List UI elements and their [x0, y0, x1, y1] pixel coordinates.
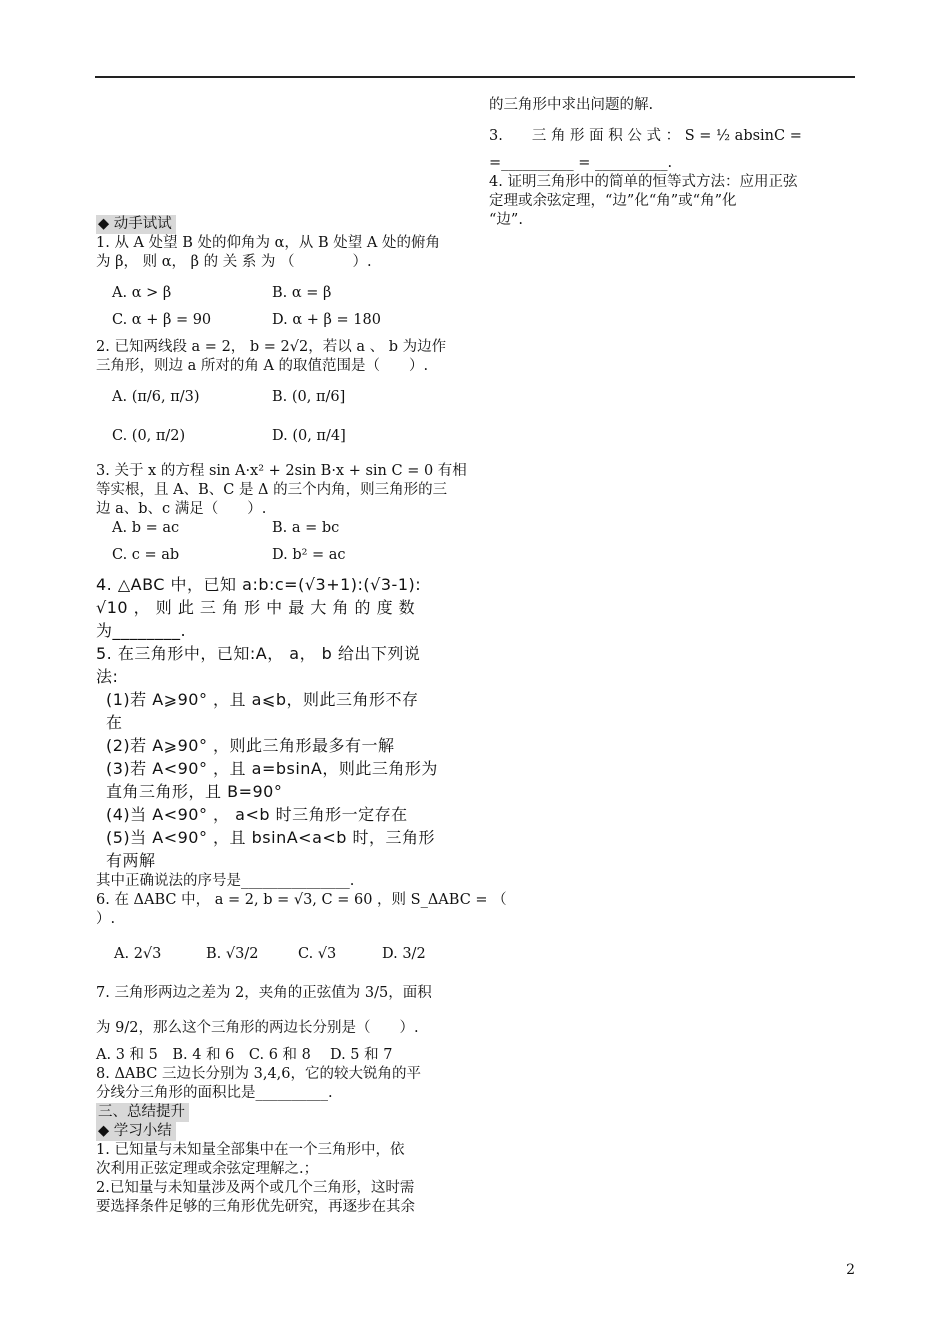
- question-6: [96, 891, 507, 964]
- section-header-try: ◆ 动手试试: [96, 215, 176, 234]
- q6-option-a: A. 2√3: [114, 946, 162, 962]
- q5-line2: 法:: [96, 667, 119, 686]
- q3-line2: 等实根，且 A、B、C 是 Δ 的三个内角，则三角形的三: [96, 482, 448, 498]
- q7-line2: 为 9/2，那么这个三角形的两边长分别是（ ）.: [96, 1020, 419, 1036]
- summary-1b: 次利用正弦定理或余弦定理解之.；: [96, 1161, 319, 1177]
- q2-line1: 2. 已知两线段 a = 2， b = 2√2，若以 a 、 b 为边作: [96, 339, 447, 355]
- q5-statement-1a: (1)若 A⩾90° ，且 a⩽b，则此三角形不存: [106, 690, 419, 709]
- q1-option-c: C. α + β = 90: [112, 312, 212, 328]
- q4-line3: 为________.: [96, 621, 187, 640]
- q5-statement-4: (4)当 A<90° ， a<b 时三角形一定存在: [106, 805, 408, 824]
- q1-option-d: D. α + β = 180: [272, 312, 381, 328]
- question-8: [96, 1065, 464, 1103]
- q6-line2: ）.: [96, 911, 116, 927]
- q5-statement-2: (2)若 A⩾90° ，则此三角形最多有一解: [106, 736, 395, 755]
- section-header-study: ◆ 学习小结: [96, 1122, 176, 1141]
- identity-method-line3: “边”.: [489, 212, 523, 228]
- question-2: [96, 338, 464, 446]
- summary-2b: 要选择条件足够的三角形优先研究，再逐步在其余: [96, 1199, 415, 1215]
- q5-statement-1b: 在: [106, 713, 123, 732]
- q5-line1: 5. 在三角形中，已知:A， a， b 给出下列说: [96, 644, 421, 663]
- q1-line1: 1. 从 A 处望 B 处的仰角为 α，从 B 处望 A 处的俯角: [96, 235, 440, 251]
- question-5: [96, 642, 464, 872]
- q8-line2: 分线分三角形的面积比是__________.: [96, 1085, 333, 1101]
- q5-statement-5b: 有两解: [106, 851, 156, 870]
- q7-options: A. 3 和 5 B. 4 和 6 C. 6 和 8 D. 5 和 7: [96, 1047, 393, 1063]
- header-rule: [95, 76, 855, 78]
- q2-option-c: C. (0, π/2): [112, 428, 186, 444]
- q3-option-a: A. b = ac: [112, 520, 180, 536]
- q8-line1: 8. ΔABC 三边长分别为 3,4,6，它的较大锐角的平: [96, 1066, 422, 1082]
- identity-method-line1: 4. 证明三角形中的简单的恒等式方法：应用正弦: [489, 174, 798, 190]
- question-3: [96, 462, 467, 565]
- question-7: [96, 984, 464, 1065]
- q2-option-b: B. (0, π/6]: [272, 389, 346, 405]
- q5-tail: 其中正确说法的序号是_______________.: [96, 873, 355, 889]
- question-4: [96, 573, 464, 642]
- q5-statement-3b: 直角三角形，且 B=90°: [106, 782, 283, 801]
- q2-option-a: A. (π/6, π/3): [112, 389, 200, 405]
- section-header-summary: 三、总结提升: [96, 1103, 189, 1122]
- summary-notes: [96, 1141, 464, 1217]
- area-formula-line1: 3. 三 角 形 面 积 公 式 ： S = ½ absinC =: [489, 128, 802, 144]
- right-column: [489, 96, 857, 230]
- q3-option-d: D. b² = ac: [272, 547, 346, 563]
- page-number: 2: [846, 1262, 855, 1278]
- q2-line2: 三角形，则边 a 所对的角 A 的取值范围是（ ）.: [96, 358, 429, 374]
- q7-line1: 7. 三角形两边之差为 2，夹角的正弦值为 3/5，面积: [96, 985, 432, 1001]
- q6-option-c: C. √3: [298, 946, 337, 962]
- left-column: [96, 215, 507, 1217]
- q5-statement-5a: (5)当 A<90° ，且 bsinA<a<b 时，三角形: [106, 828, 436, 847]
- area-formula-line2: =__________ = __________.: [489, 155, 673, 171]
- q1-line2: 为 β， 则 α， β 的 关 系 为 （ ）.: [96, 254, 372, 270]
- summary-2a: 2.已知量与未知量涉及两个或几个三角形，这时需: [96, 1180, 415, 1196]
- q6-option-b: B. √3/2: [206, 946, 259, 962]
- q6-line1: 6. 在 ΔABC 中， a = 2, b = √3, C = 60 ，则 S_ΔABC = （: [96, 892, 507, 908]
- right-continuation: 的三角形中求出问题的解.: [489, 97, 654, 113]
- q3-line1: 3. 关于 x 的方程 sin A·x² + 2sin B·x + sin C = 0 有相: [96, 463, 467, 479]
- q1-option-a: A. α > β: [112, 285, 172, 301]
- identity-method-line2: 定理或余弦定理，“边”化“角”或“角”化: [489, 193, 737, 209]
- q6-option-d: D. 3/2: [382, 946, 426, 962]
- q5-statement-3a: (3)若 A<90° ，且 a=bsinA，则此三角形为: [106, 759, 438, 778]
- q3-line3: 边 a、b、c 满足（ ）.: [96, 501, 267, 517]
- q4-line2: √10 ， 则 此 三 角 形 中 最 大 角 的 度 数: [96, 598, 416, 617]
- q3-option-c: C. c = ab: [112, 547, 180, 563]
- q4-line1: 4. △ABC 中，已知 a:b:c=(√3+1):(√3-1):: [96, 575, 422, 594]
- question-1: [96, 234, 464, 330]
- q2-option-d: D. (0, π/4]: [272, 428, 346, 444]
- q3-option-b: B. a = bc: [272, 520, 340, 536]
- q1-option-b: B. α = β: [272, 285, 332, 301]
- summary-1a: 1. 已知量与未知量全部集中在一个三角形中，依: [96, 1142, 405, 1158]
